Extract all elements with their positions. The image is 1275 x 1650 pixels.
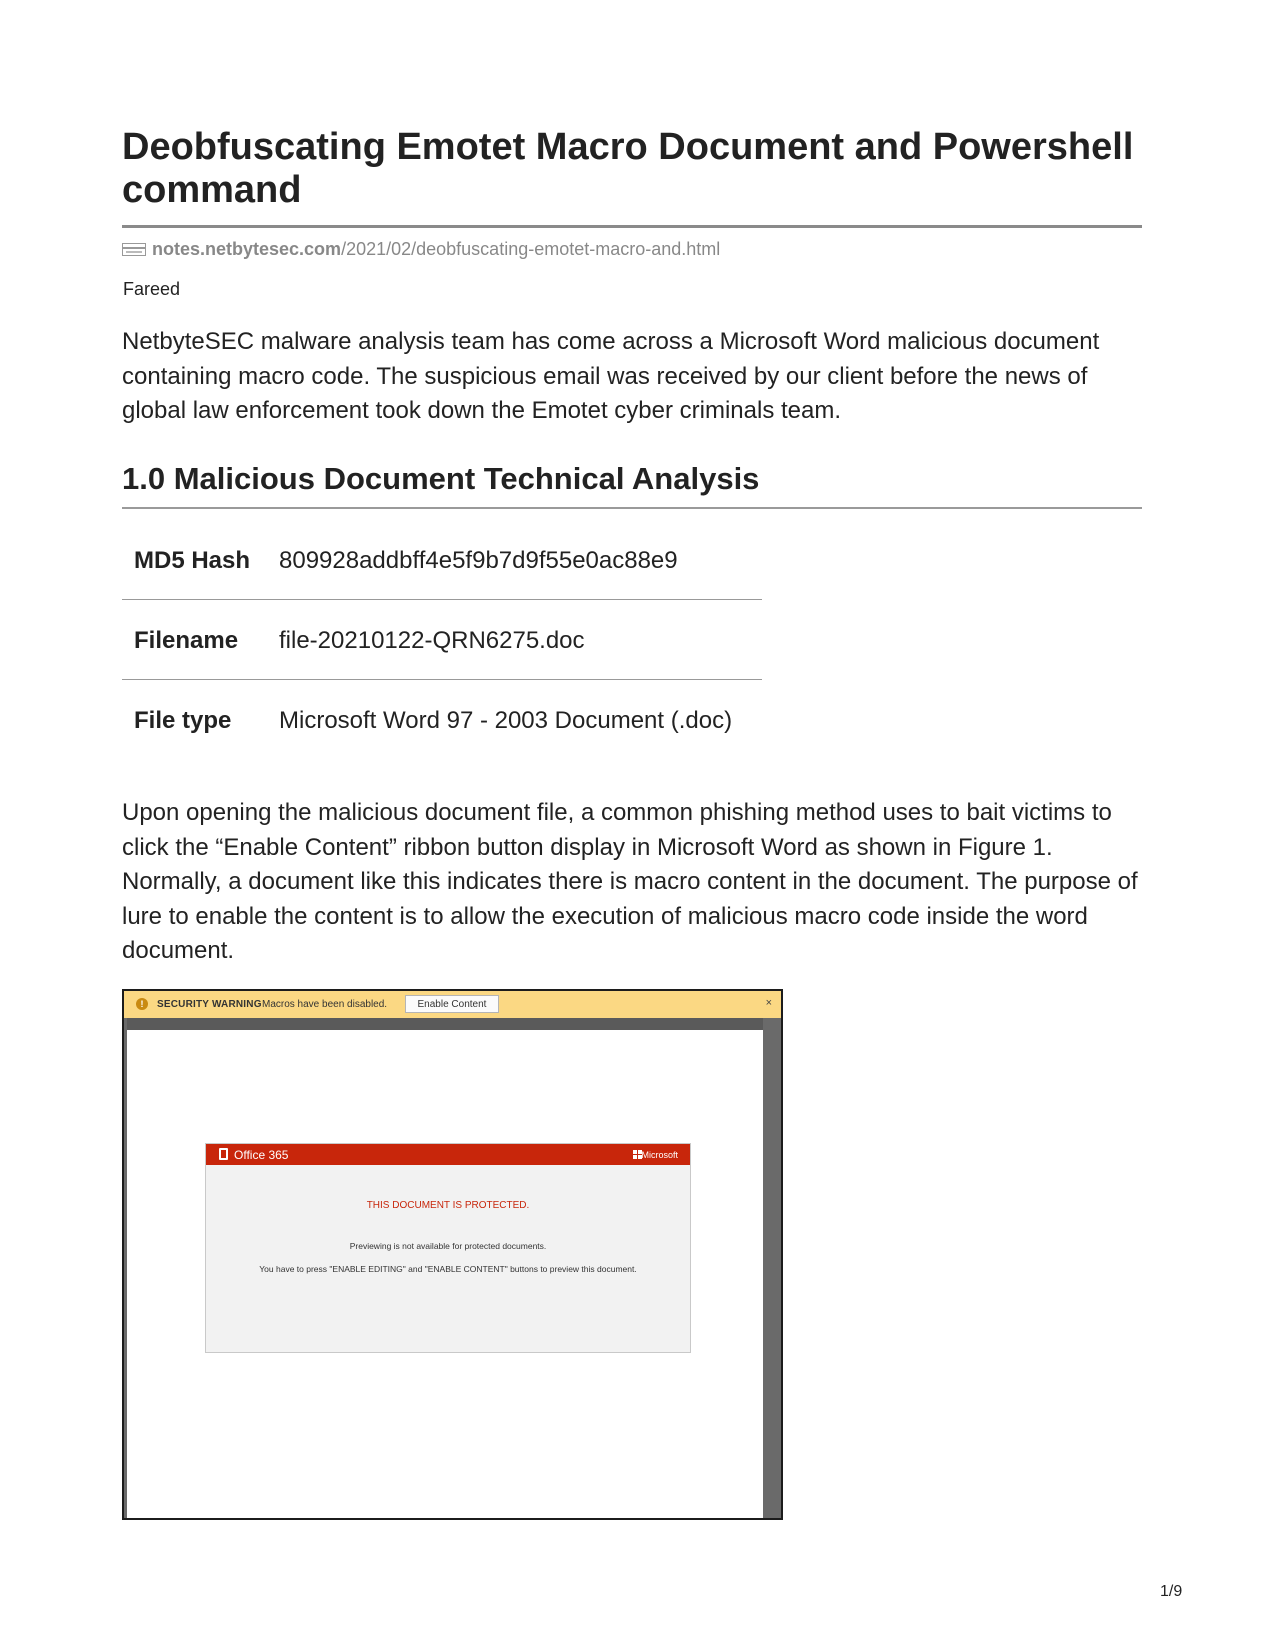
section-divider	[122, 507, 1142, 509]
article-title: Deobfuscating Emotet Macro Document and Powershell command	[122, 126, 1134, 211]
office365-brand: Office 365	[234, 1148, 289, 1162]
page-number: 1/9	[1160, 1583, 1183, 1600]
security-warning-bar	[124, 991, 781, 1019]
preview-unavailable-text: Previewing is not available for protected documents.	[349, 1241, 547, 1251]
figure-1-screenshot	[122, 989, 783, 1520]
table-row	[122, 520, 762, 600]
title-divider	[122, 225, 1142, 228]
office365-header	[206, 1144, 690, 1165]
document-frame	[124, 1018, 781, 1030]
table-row	[122, 680, 762, 759]
author-name: Fareed	[123, 279, 181, 299]
office365-lure-panel	[205, 1143, 691, 1353]
table-row	[122, 600, 762, 680]
filename-label: Filename	[134, 627, 239, 654]
file-info-table	[122, 520, 762, 759]
source-path: /2021/02/deobfuscating-emotet-macro-and.html	[341, 238, 721, 259]
filetype-label: File type	[134, 707, 232, 734]
section-heading: 1.0 Malicious Document Technical Analysis	[122, 461, 760, 496]
filename-value: file-20210122-QRN6275.doc	[279, 627, 585, 654]
close-icon[interactable]: ×	[765, 997, 772, 1009]
enable-instructions-text: You have to press "ENABLE EDITING" and "ENABLE CONTENT" buttons to preview this document.	[259, 1264, 637, 1274]
body-paragraph: Upon opening the malicious document file, a common phishing method uses to bait victims to click the “Enable Content” ribbon button display in Microsoft Word as shown in Figure 1. Normally, a document like this indicates there is macro content in the document. The purpose of lure to enable the content is to allow the execution of malicious macro code inside the word document.	[122, 799, 1138, 964]
security-warning-label: SECURITY WARNING	[157, 999, 262, 1010]
warning-icon: !	[136, 998, 148, 1010]
filetype-value: Microsoft Word 97 - 2003 Document (.doc)	[279, 707, 733, 734]
document-scrollbar[interactable]	[763, 1018, 781, 1518]
md5-label: MD5 Hash	[134, 547, 251, 574]
intro-paragraph: NetbyteSEC malware analysis team has come across a Microsoft Word malicious document containing macro code. The suspicious email was received by our client before the news of global law enforcement took down the Emotet cyber criminals team.	[122, 328, 1100, 424]
enable-content-button[interactable]: Enable Content	[405, 995, 499, 1013]
webpage-icon	[122, 243, 146, 256]
document-page	[127, 1030, 763, 1518]
source-link[interactable]	[122, 238, 720, 260]
macro-disabled-message: Macros have been disabled.	[262, 999, 388, 1010]
office-logo-icon	[219, 1148, 228, 1160]
protected-heading: THIS DOCUMENT IS PROTECTED.	[366, 1200, 530, 1211]
source-host: notes.netbytesec.com	[152, 238, 342, 259]
microsoft-brand: Microsoft	[641, 1150, 678, 1160]
md5-value: 809928addbff4e5f9b7d9f55e0ac88e9	[279, 547, 678, 574]
